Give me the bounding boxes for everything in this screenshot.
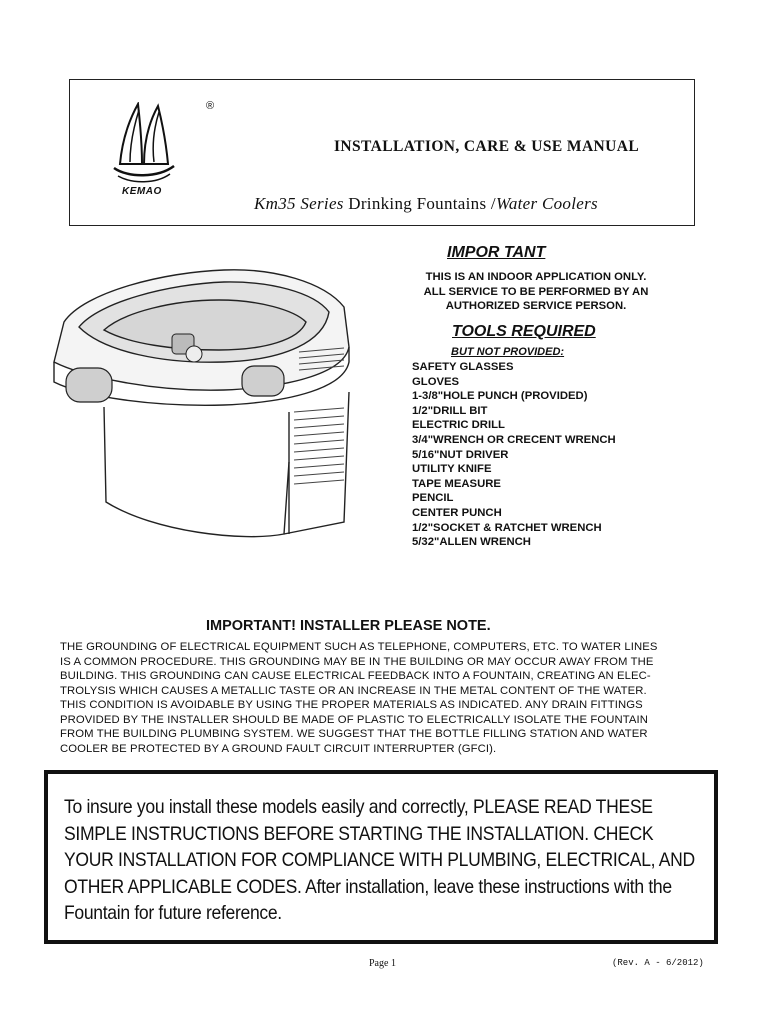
tool-item: UTILITY KNIFE	[412, 463, 492, 476]
notice-line: YOUR INSTALLATION FOR COMPLIANCE WITH PLUMBING, ELECTRICAL, AND	[64, 849, 695, 871]
tools-subheading-text: BUT NOT PROVIDED	[451, 346, 561, 358]
sailboat-logo-icon	[108, 102, 178, 192]
note-line: PROVIDED BY THE INSTALLER SHOULD BE MADE OF PLASTIC TO ELECTRICALLY ISOLATE THE FOUNTAIN	[60, 713, 649, 726]
series-name: Km35 Series	[254, 194, 344, 213]
note-line: IS A COMMON PROCEDURE. THIS GROUNDING MAY BE IN THE BUILDING OR MAY OCCUR AWAY FROM THE	[60, 655, 654, 668]
tool-item: CENTER PUNCH	[412, 506, 502, 519]
manual-title: INSTALLATION, CARE & USE MANUAL	[334, 138, 640, 155]
notice-box	[44, 770, 718, 944]
tool-item: 5/32"ALLEN WRENCH	[412, 536, 531, 549]
tool-item: TAPE MEASURE	[412, 477, 501, 490]
notice-line: SIMPLE INSTRUCTIONS BEFORE STARTING THE INSTALLATION. CHECK	[64, 822, 654, 845]
important-line: ALL SERVICE TO BE PERFORMED BY AN	[423, 285, 649, 298]
logo-text: KEMAO	[122, 186, 162, 197]
tools-heading: TOOLS REQUIRED	[452, 323, 596, 340]
tool-item: GLOVES	[412, 375, 460, 388]
series-product-alt: Water Coolers	[495, 194, 598, 213]
important-heading: IMPOR TANT	[447, 244, 546, 261]
notice-line: To insure you install these models easily and correctly, PLEASE READ THESE	[64, 796, 653, 818]
notice-line: OTHER APPLICABLE CODES. After installation, leave these instructions with the	[64, 875, 672, 898]
tools-subheading-suffix: :	[560, 346, 565, 358]
tool-item: PENCIL	[412, 492, 454, 505]
note-line: THIS CONDITION IS AVOIDABLE BY USING THE PROPER MATERIALS AS INDICATED. ANY DRAIN FITTINGS	[60, 699, 643, 711]
header-box	[69, 79, 695, 226]
page-number: Page 1	[369, 958, 396, 969]
tool-item: ELECTRIC DRILL	[412, 419, 505, 432]
tool-item: 1-3/8"HOLE PUNCH (PROVIDED)	[412, 390, 588, 403]
notice-line: Fountain for future reference.	[64, 902, 282, 924]
note-line: BUILDING. THIS GROUNDING CAN CAUSE ELECTRICAL FEEDBACK INTO A FOUNTAIN, CREATING AN ELEC-	[60, 670, 651, 682]
tool-item: 1/2"DRILL BIT	[412, 404, 488, 417]
tool-item: 3/4"WRENCH OR CRECENT WRENCH	[412, 433, 616, 446]
tools-subheading	[451, 346, 564, 358]
revision-note: (Rev. A - 6/2012)	[612, 958, 704, 968]
installer-note-heading: IMPORTANT! INSTALLER PLEASE NOTE.	[206, 618, 491, 634]
important-line: AUTHORIZED SERVICE PERSON.	[445, 300, 627, 312]
tools-list	[412, 360, 616, 550]
important-line: THIS IS AN INDOOR APPLICATION ONLY.	[425, 271, 647, 283]
series-title	[254, 194, 598, 214]
tool-item: 5/16"NUT DRIVER	[412, 448, 509, 461]
note-line: FROM THE BUILDING PLUMBING SYSTEM. WE SUGGEST THAT THE BOTTLE FILLING STATION AND WATER	[60, 728, 648, 740]
drinking-fountain-illustration	[44, 262, 354, 552]
tool-item: 1/2"SOCKET & RATCHET WRENCH	[412, 521, 602, 534]
notice-text	[64, 794, 712, 927]
registered-mark: ®	[206, 100, 215, 112]
note-line: TROLYSIS WHICH CAUSES A METALLIC TASTE OR AN INCREASE IN THE METAL CONTENT OF THE WATER.	[60, 684, 647, 697]
note-line: COOLER BE PROTECTED BY A GROUND FAULT CIRCUIT INTERRUPTER (GFCI).	[60, 742, 497, 755]
installer-note-body	[60, 640, 740, 756]
series-product: Drinking Fountains /	[343, 194, 496, 213]
tool-item: SAFETY GLASSES	[412, 361, 514, 373]
note-line: THE GROUNDING OF ELECTRICAL EQUIPMENT SUCH AS TELEPHONE, COMPUTERS, ETC. TO WATER LINES	[60, 641, 658, 653]
important-lines	[396, 270, 676, 314]
